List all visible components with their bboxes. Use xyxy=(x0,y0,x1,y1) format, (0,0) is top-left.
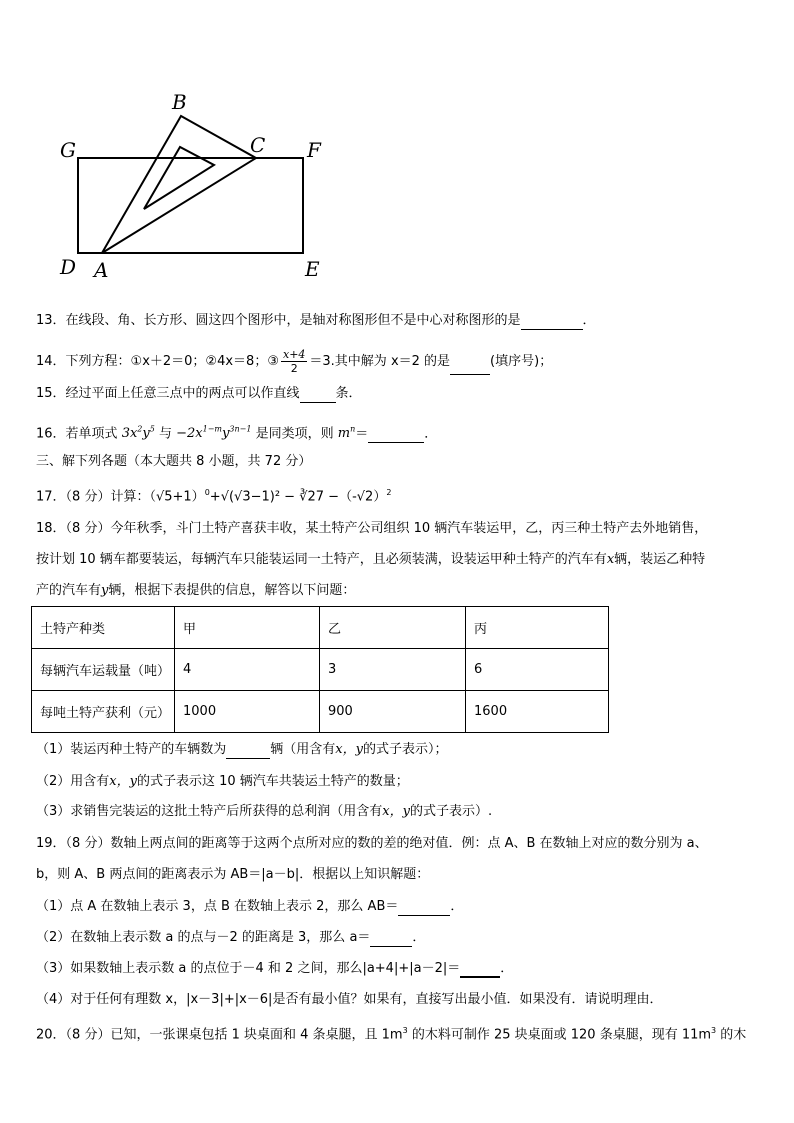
q16-m: m xyxy=(337,426,351,442)
q19-sub2b: ． xyxy=(412,930,426,945)
label-f: F xyxy=(307,138,321,162)
question-16 xyxy=(36,421,437,443)
q16-monomial-1 xyxy=(122,426,155,441)
q13-text: 13．在线段、角、长方形、圆这四个图形中，是轴对称图形但不是中心对称图形的是 xyxy=(36,313,521,328)
q18-sub3-vars: x，y xyxy=(382,804,410,819)
q17-minus: − xyxy=(280,489,300,505)
q19-sub1a: （1）点 A 在数轴上表示 3，点 B 在数轴上表示 2，那么 AB＝ xyxy=(36,899,399,914)
q17-exp0: 0 xyxy=(204,488,210,497)
q19-sub3a: （3）如果数轴上表示数 a 的点位于－4 和 2 之间，那么|a+4|+|a－2|＝ xyxy=(36,961,461,976)
q16-pre: 16．若单项式 xyxy=(36,426,118,442)
q16-m2-exp-y: 3n−1 xyxy=(229,425,252,434)
table-cell: 1000 xyxy=(175,691,320,733)
label-b: B xyxy=(172,90,187,114)
q18-sub1a: （1）装运丙种土特产的车辆数为 xyxy=(36,742,227,757)
q17-sqrt-expr: √(√3−1)² xyxy=(220,489,281,505)
q17-exp2: 2 xyxy=(386,488,392,497)
q19-blank-2[interactable] xyxy=(370,946,412,947)
table-cell: 3 xyxy=(320,649,466,691)
q18-sub2a: （2）用含有 xyxy=(36,774,110,789)
q20-exp-2: 3 xyxy=(711,1026,717,1035)
q16-m2-y: y xyxy=(222,426,230,442)
q19-sub2a: （2）在数轴上表示数 a 的点与－2 的距离是 3，那么 a＝ xyxy=(36,930,371,945)
q16-monomial-2 xyxy=(176,426,251,441)
q16-m1: 3x xyxy=(121,426,138,442)
q18-sub-2 xyxy=(36,773,409,791)
label-a: A xyxy=(94,258,109,282)
table-cell: 6 xyxy=(466,649,609,691)
q18-sub2-vars: x，y xyxy=(109,774,137,789)
q18-sub-1 xyxy=(36,741,448,759)
q18-var-y: y xyxy=(101,583,109,598)
q18-sub1-vars: x，y xyxy=(335,742,363,757)
table-row xyxy=(32,691,609,733)
section-3-heading: 三、解下列各题（本大题共 8 小题，共 72 分） xyxy=(36,454,312,469)
table-cell: 每辆汽车运载量（吨） xyxy=(32,649,175,691)
table-cell: 土特产种类 xyxy=(32,607,175,649)
question-17 xyxy=(36,484,391,506)
q17-sqrt2: √2 xyxy=(356,489,374,505)
q19-sub-3 xyxy=(36,960,513,978)
q13-end: ． xyxy=(582,313,596,328)
q18-sub-3 xyxy=(36,803,492,821)
q19-line-2: b，则 A、B 两点间的距离表示为 AB＝|a－b|．根据以上知识解题： xyxy=(36,867,430,882)
q18-sub1d: 的式子表示）； xyxy=(362,742,448,757)
geometry-figure xyxy=(50,85,340,285)
q16-m1-exp-x: 2 xyxy=(137,425,143,434)
q13-blank[interactable] xyxy=(521,329,583,330)
table-cell: 乙 xyxy=(320,607,466,649)
q17-close: ） xyxy=(373,489,387,505)
q19-sub3b: ． xyxy=(500,961,514,976)
table-cell: 每吨土特产获利（元） xyxy=(32,691,175,733)
q17-sqrt5: √5 xyxy=(155,489,173,505)
table-cell: 1600 xyxy=(466,691,609,733)
q16-post: 是同类项，则 xyxy=(255,426,334,442)
q18-line2a: 按计划 10 辆车都要装运，每辆汽车只能装运同一土特产，且必须装满，设装运甲种土特产的汽车有 xyxy=(36,552,607,567)
table-cell: 900 xyxy=(320,691,466,733)
q18-line-3 xyxy=(36,582,355,600)
q18-table xyxy=(31,606,609,733)
triangle-abc xyxy=(102,116,256,253)
q17-plus: + xyxy=(209,489,221,505)
q16-eq: ＝ xyxy=(355,426,369,442)
table-row xyxy=(32,649,609,691)
q19-sub1b: ． xyxy=(450,899,464,914)
question-20 xyxy=(36,1022,746,1044)
q18-line-2 xyxy=(36,551,705,569)
q18-line3a: 产的汽车有 xyxy=(36,583,102,598)
q17-minus-paren: −（- xyxy=(324,489,357,505)
q14-end: (填序号)； xyxy=(490,354,553,369)
q20-end: 的木 xyxy=(716,1027,747,1043)
label-e: E xyxy=(305,257,320,281)
q16-end: ． xyxy=(424,426,438,442)
q20-exp-1: 3 xyxy=(402,1026,408,1035)
q19-sub-4: （4）对于任何有理数 x，|x－3|+|x－6|是否有最小值？如果有，直接写出最小值．如果没有．请说明理由． xyxy=(36,992,663,1007)
q14-post: ＝3.其中解为 x＝2 的是 xyxy=(309,354,451,369)
q14-numerator: x+4 xyxy=(282,348,306,361)
q15-pre: 15．经过平面上任意三点中的两点可以作直线 xyxy=(36,386,300,401)
q17-plus1: +1） xyxy=(172,489,205,505)
table-row xyxy=(32,607,609,649)
q14-fraction xyxy=(281,348,307,375)
q17-cbrt27: ∛27 xyxy=(299,489,325,505)
q19-line-1: 19．（8 分）数轴上两点间的距离等于这两个点所对应的数的差的绝对值．例：点 A、B 在数轴上对应的数分别为 a、 xyxy=(36,836,708,851)
q18-sub3a: （3）求销售完装运的这批土特产后所获得的总利润（用含有 xyxy=(36,804,383,819)
table-cell: 丙 xyxy=(466,607,609,649)
q15-blank[interactable] xyxy=(300,402,336,403)
q16-blank[interactable] xyxy=(368,442,424,443)
inner-triangle xyxy=(144,147,214,209)
q18-line-1: 18．（8 分）今年秋季，斗门土特产喜获丰收，某土特产公司组织 10 辆汽车装运甲，乙，丙三种土特产去外地销售， xyxy=(36,521,708,536)
question-15 xyxy=(36,385,362,403)
q14-pre: 14．下列方程：①x＋2＝0；②4x＝8；③ xyxy=(36,354,279,369)
q19-blank-3[interactable] xyxy=(460,976,500,978)
q19-sub-1 xyxy=(36,898,463,916)
q16-mn xyxy=(338,426,355,441)
label-g: G xyxy=(60,138,76,162)
q17-pre: 17．（8 分）计算：（ xyxy=(36,489,156,505)
q19-blank-1[interactable] xyxy=(398,915,450,916)
label-c: C xyxy=(250,133,266,157)
q19-sub-2 xyxy=(36,929,425,947)
rectangle-defg xyxy=(78,158,303,253)
q16-mid: 与 xyxy=(158,426,172,442)
table-cell: 甲 xyxy=(175,607,320,649)
q20-mid: 的木料可制作 25 块桌面或 120 条桌腿，现有 11m xyxy=(407,1027,712,1043)
q18-sub2c: 的式子表示这 10 辆汽车共装运土特产的数量； xyxy=(136,774,409,789)
q14-blank[interactable] xyxy=(450,374,490,375)
q18-line3c: 辆，根据下表提供的信息，解答以下问题： xyxy=(108,583,356,598)
q14-denominator: 2 xyxy=(290,362,298,375)
question-14 xyxy=(36,348,552,375)
q20-pre: 20．（8 分）已知，一张课桌包括 1 块桌面和 4 条桌腿，且 1m xyxy=(36,1027,403,1043)
q16-m1-exp-y: 5 xyxy=(149,425,155,434)
q18-sub3c: 的式子表示）. xyxy=(409,804,493,819)
table-cell: 4 xyxy=(175,649,320,691)
q18-line2c: 辆，装运乙种特 xyxy=(614,552,706,567)
question-13 xyxy=(36,312,596,330)
q16-m2-exp-x: 1−m xyxy=(202,425,223,434)
q18-var-x: x xyxy=(606,552,615,567)
q16-m1-y: y xyxy=(142,426,150,442)
q18-sub1b: 辆（用含有 xyxy=(270,742,336,757)
q16-n: n xyxy=(350,425,356,434)
q15-end: 条． xyxy=(335,386,362,401)
q16-m2: −2x xyxy=(176,426,203,442)
label-d: D xyxy=(60,255,77,279)
q18-blank[interactable] xyxy=(226,758,270,759)
